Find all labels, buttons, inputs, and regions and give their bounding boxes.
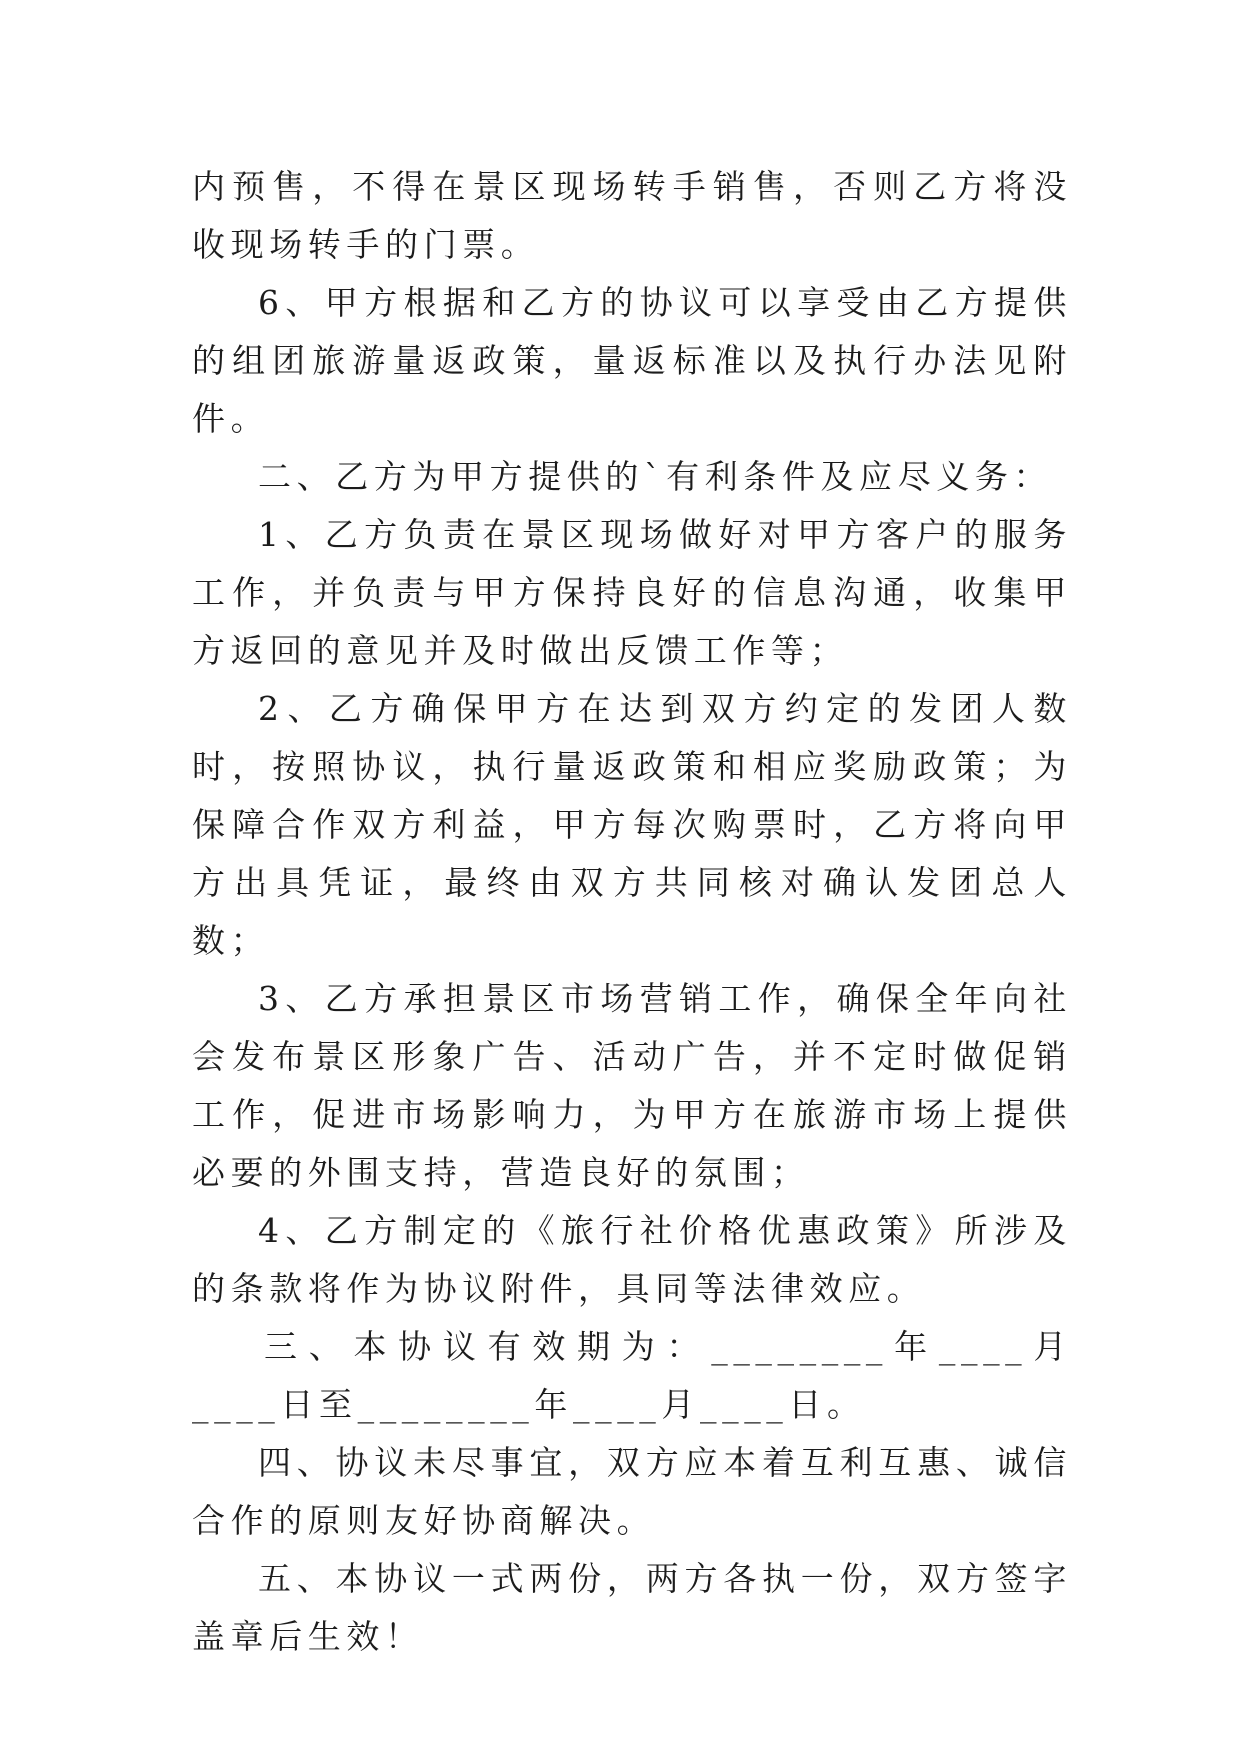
paragraph-b-clause-2: 2、乙方确保甲方在达到双方约定的发团人数时，按照协议，执行量返政策和相应奖励政策；为保障合作双方利益，甲方每次购票时，乙方将向甲方出具凭证，最终由双方共同核对确认发团总人数；: [192, 689, 1072, 960]
paragraph-b-clause-3: 3、乙方承担景区市场营销工作，确保全年向社会发布景区形象广告、活动广告，并不定时做促销工作，促进市场影响力，为甲方在旅游市场上提供必要的外围支持，营造良好的氛围；: [192, 979, 1072, 1192]
paragraph-b-clause-1: 1、乙方负责在景区现场做好对甲方客户的服务工作，并负责与甲方保持良好的信息沟通，收集甲方返回的意见并及时做出反馈工作等；: [192, 515, 1072, 670]
document-body: [192, 158, 1072, 1666]
paragraph-clause-6: 6、甲方根据和乙方的协议可以享受由乙方提供的组团旅游量返政策，量返标准以及执行办法见附件。: [192, 283, 1072, 438]
paragraph-ticket-resale: 内预售，不得在景区现场转手销售，否则乙方将没收现场转手的门票。: [192, 167, 1072, 264]
paragraph-unresolved-matters: 四、协议未尽事宜，双方应本着互利互惠、诚信合作的原则友好协商解决。: [192, 1443, 1072, 1540]
section-heading-party-b-obligations: 二、乙方为甲方提供的`有利条件及应尽义务：: [258, 457, 1053, 496]
paragraph-b-clause-4: 4、乙方制定的《旅行社价格优惠政策》所涉及的条款将作为协议附件，具同等法律效应。: [192, 1211, 1072, 1308]
paragraph-copies-effectiveness: 五、本协议一式两份，两方各执一份，双方签字盖章后生效！: [192, 1559, 1072, 1656]
paragraph-validity-period: 三、本协议有效期为：________年____月____日至________年____月____日。: [192, 1327, 1072, 1424]
